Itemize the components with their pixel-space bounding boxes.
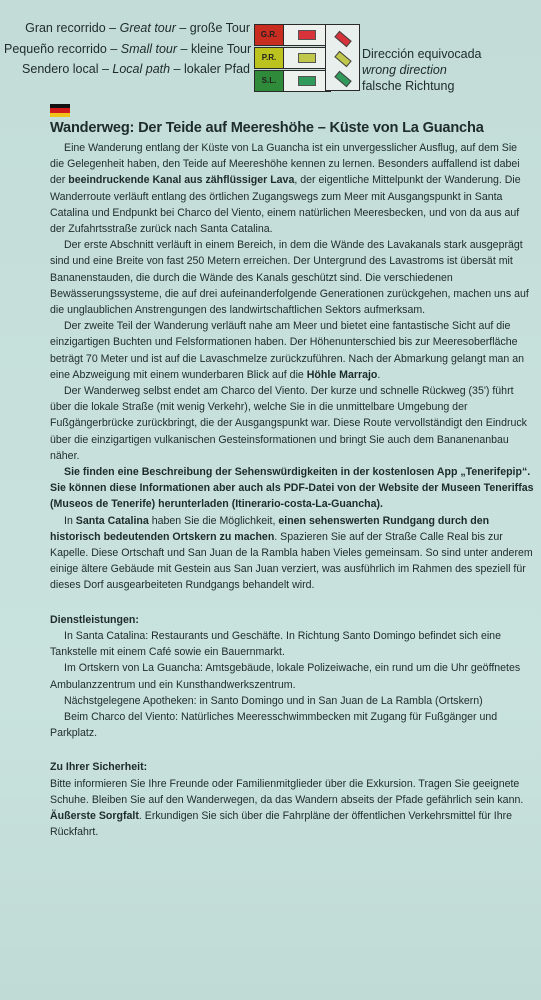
wrong-direction-markers xyxy=(325,24,360,91)
flag-stripe-gold xyxy=(50,113,70,117)
text-run: . Spazieren Sie auf der Straße Calle Real bis zur Kapelle. Diese Ortschaft und San Juan de la Rambla haben Vieles gemeinsam. So sind unter anderem einige ältere Gebäude mit Gestein aus San Juan verziert, was ausführlich im Rahmen des speziell für dieses Dorf ausgearbeiteten Rundgangs behandelt wird. xyxy=(50,530,533,592)
marker-gr xyxy=(254,24,331,46)
wrong-direction-mark-icon xyxy=(334,51,351,67)
safety-paragraph xyxy=(50,776,534,841)
marker-gr-swatch xyxy=(284,24,331,46)
first-section-paragraph xyxy=(50,237,534,318)
bold-text: Santa Catalina xyxy=(75,514,149,527)
text-run: haben Sie die Möglichkeit, xyxy=(148,514,279,527)
wrong-direction-mark-icon xyxy=(334,31,351,47)
text-run: Bitte informieren Sie Ihre Freunde oder Familienmitglieder über die Exkursion. Tragen Sie geeignete Schuhe. Bleiben Sie auf den Wanderwegen, da das Wandern abseits der Pfade gefährlich sein kann. xyxy=(50,777,524,806)
trail-marker-legend xyxy=(254,24,331,93)
wrong-direction-text: Dirección equivocada wrong direction falsche Richtung xyxy=(362,47,482,93)
legend-row-sendero-local: Sendero local – Local path – lokaler Pfad xyxy=(22,62,250,76)
trail-mark-icon xyxy=(298,76,316,86)
second-section-paragraph xyxy=(50,318,534,383)
trail-mark-icon xyxy=(298,53,316,63)
santa-catalina-paragraph xyxy=(50,513,534,594)
text-run: . xyxy=(377,368,381,381)
trail-mark-icon xyxy=(298,30,316,40)
app-info-paragraph xyxy=(50,464,534,513)
intro-paragraph xyxy=(50,140,534,237)
bold-text: beeindruckende Kanal aus zähflüssiger Lava xyxy=(68,174,295,187)
bold-text: Sie finden eine Beschreibung der Sehenswürdigkeiten in der kostenlosen App „Tenerifepip“. Sie können diese Informationen aber auch als PDF-Datei von der Website der Museen Teneriffas (Museos de Tenerife) herunterladen (Itinerario-costa-La-Guancha). xyxy=(50,466,534,511)
marker-sl-label: S.L. xyxy=(254,70,284,92)
services-item: Nächstgelegene Apotheken: in Santo Domingo und in San Juan de La Rambla (Ortskern) xyxy=(64,694,483,707)
bold-text: Äußerste Sorgfalt xyxy=(50,809,139,822)
marker-sl-swatch xyxy=(284,70,331,92)
text-run: Der Wanderweg selbst endet am Charco del Viento. Der kurze und schnelle Rückweg (35') führt über die lokale Straße (mit wenig Verkehr), welche Sie in die unmittelbare Umgebung der Fußgängerbrücke zurückbringt, die der Ausgangspunkt war. Diese Route vervollständigt den Eindruck über die einzigartigen vulkanischen Gesteinsformationen und bringt Sie auch dem Bananenanbau näher. xyxy=(50,385,527,462)
legend-row-pequeno-recorrido: Pequeño recorrido – Small tour – kleine Tour xyxy=(4,41,252,56)
safety-heading: Zu Ihrer Sicherheit: xyxy=(50,761,148,774)
text-run: In xyxy=(64,514,76,527)
marker-sl xyxy=(254,70,331,92)
services-item: Beim Charco del Viento: Natürliches Meeresschwimmbecken mit Zugang für Fußgänger und Parkplatz. xyxy=(50,710,498,740)
legend-row-gran-recorrido: Gran recorrido – Great tour – große Tour xyxy=(25,21,250,35)
text-run: Der zweite Teil der Wanderung verläuft nahe am Meer und bietet eine fantastische Sicht auf die einzigartigen Buchten und Felsformationen haben. Der Höhenunterschied bis zur Meeresoberfläche beträgt 70 Meter und ist auf die Lavaschmelze zurückzuführen. Nach der Abmarkung gelangt man an eine Abzweigung mit einem wunderbaren Blick auf die xyxy=(50,320,525,381)
marker-pr xyxy=(254,47,331,69)
services-item: In Santa Catalina: Restaurants und Geschäfte. In Richtung Santo Domingo befindet sich eine Tankstelle mit einem Café sowie ein Bauernmarkt. xyxy=(50,629,501,659)
text-run: , der eigentliche Mittelpunkt der Wanderung. Die Wanderroute verläuft entlang des örtlichen Zugangswegs zum Meer mit Ausgangspunkt in Santa Catalina und Endpunkt bei Charco del Viento, einem natürlichen Meeresbecken, und von da aus auf der Zufahrtsstraße zurück nach Santa Catalina. xyxy=(50,174,521,236)
marker-pr-label: P.R. xyxy=(254,47,284,69)
text-run: Eine Wanderung entlang der Küste von La Guancha ist ein unvergesslicher Ausflug, auf dem Sie die Gelegenheit haben, den Teide auf Meereshöhe kennen zu lernen. Besonders auffallend ist dabei der xyxy=(50,142,520,187)
trail-legend-text xyxy=(4,18,250,80)
return-path-paragraph xyxy=(50,383,534,464)
bold-text: einen sehenswerten Rundgang durch den historisch bedeutenden Ortskern zu machen xyxy=(50,514,490,543)
wrong-direction-mark-icon xyxy=(334,71,351,87)
sign-body xyxy=(50,140,534,840)
german-flag-icon xyxy=(50,104,70,117)
marker-gr-label: G.R. xyxy=(254,24,284,46)
marker-pr-swatch xyxy=(284,47,331,69)
text-run: Der erste Abschnitt verläuft in einem Bereich, in dem die Wände des Lavakanals stark ausgeprägt sind und eine Breite von fast 250 Metern erreichen. Der Untergrund des Lavastroms ist übersät mit Bananenstauden, die durch die Wände des Kanals geschützt sind. Die verschiedenen Bewässerungssysteme, die auf drei aufeinanderfolgende Generationen zurückgehen, machen uns auf die unglaublichen Anstrengungen des landwirtschaftlichen Sektors aufmerksam. xyxy=(50,239,529,317)
bold-text: Höhle Marrajo xyxy=(306,368,378,381)
text-run: . Erkundigen Sie sich über die Fahrpläne der öffentlichen Verkehrsmittel für Ihre Rückfahrt. xyxy=(50,809,513,839)
services-item: Im Ortskern von La Guancha: Amtsgebäude, lokale Polizeiwache, ein rund um die Uhr geöffnetes Ambulanzzentrum und ein Kunsthandwerkszentrum. xyxy=(50,662,521,691)
services-heading: Dienstleistungen: xyxy=(50,613,139,626)
page-title: Wanderweg: Der Teide auf Meereshöhe – Küste von La Guancha xyxy=(50,120,484,136)
